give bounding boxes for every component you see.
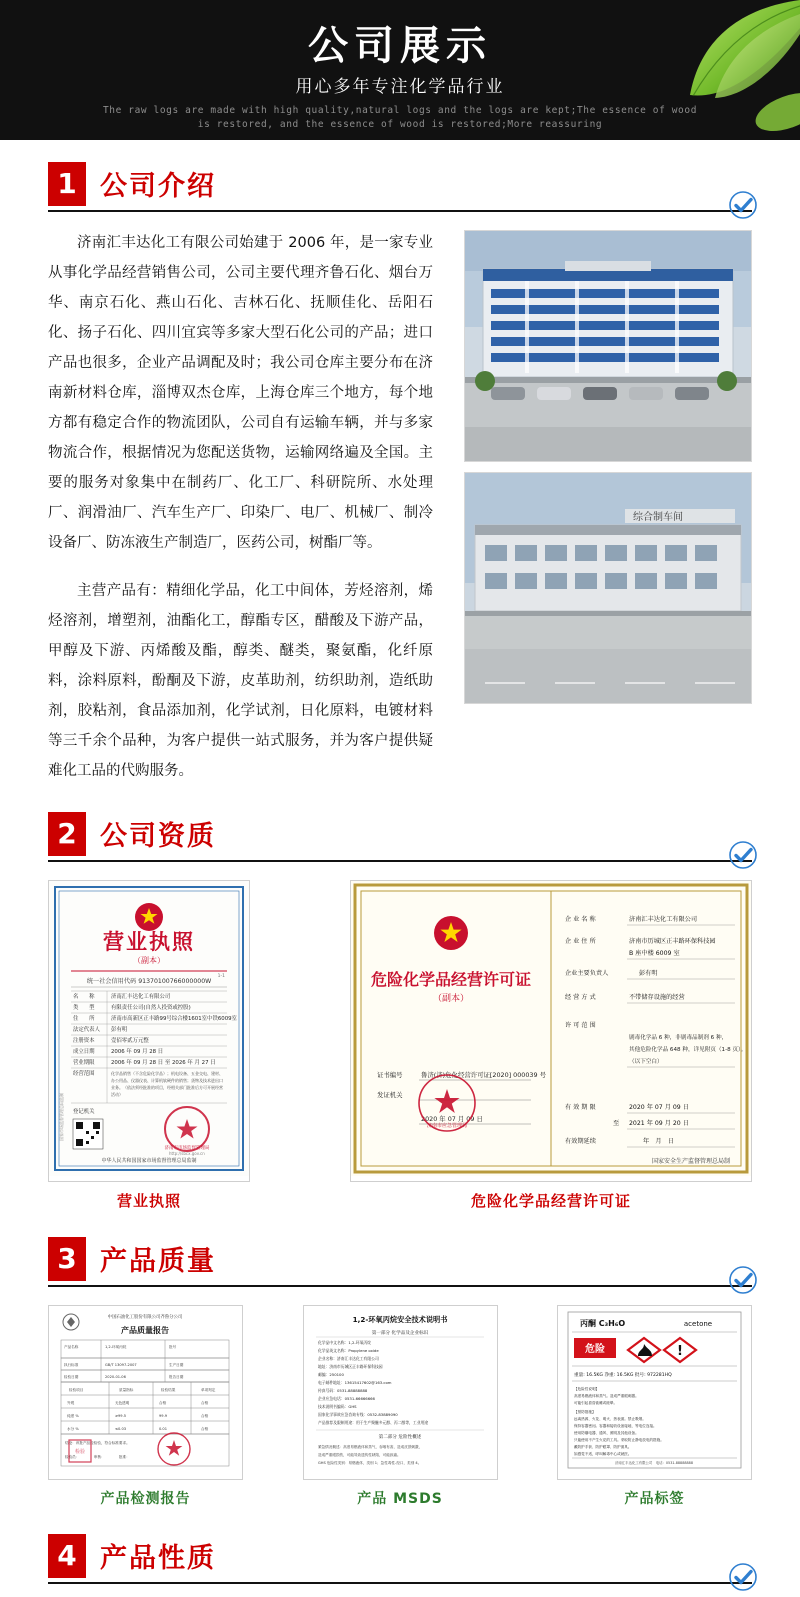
svg-text:acetone: acetone: [683, 1320, 713, 1328]
svg-text:注册资本: 注册资本: [73, 1038, 95, 1044]
svg-text:经营范围: 经营范围: [73, 1071, 95, 1077]
section-number-4: 4: [48, 1534, 86, 1578]
svg-text:国家化学事故应急咨询专线：0532-83889090: 国家化学事故应急咨询专线：0532-83889090: [317, 1412, 398, 1417]
test-report-caption: 产品检测报告: [100, 1491, 191, 1507]
certificates-row: [48, 880, 752, 1211]
svg-text:戴防护手套、防护眼罩、防护面具。: 戴防护手套、防护眼罩、防护面具。: [574, 1445, 632, 1449]
svg-text:B 座中楼 6009 室: B 座中楼 6009 室: [629, 950, 680, 957]
svg-text:化学品中文名称：1,2-环氧丙烷: 化学品中文名称：1,2-环氧丙烷: [317, 1340, 371, 1345]
svg-text:邮编：250100: 邮编：250100: [317, 1372, 344, 1377]
msds-block: [303, 1305, 498, 1508]
svg-text:壹佰零贰万元整: 壹佰零贰万元整: [111, 1038, 149, 1044]
svg-text:中华人民共和国国家市场监督管理总局监制: 中华人民共和国国家市场监督管理总局监制: [101, 1158, 197, 1164]
svg-text:（副本）: （副本）: [133, 956, 165, 965]
svg-text:年 月 日: 年 月 日: [643, 1138, 674, 1145]
check-mark-icon: [728, 1562, 758, 1592]
svg-text:证书编号: 证书编号: [377, 1071, 403, 1079]
svg-text:GB/T 13097-2007: GB/T 13097-2007: [105, 1363, 137, 1367]
introduction-paragraph-1: 济南汇丰达化工有限公司始建于 2006 年，是一家专业从事化学品经营销售公司，公司主要代理齐鲁石化、烟台万华、南京石化、燕山石化、吉林石化、抚顺佳化、岳阳石化、扬子石化、四川宜宾等多家大型石化公司的产品；进口产品也很多，企业产品调配及时；我公司仓库主要分布在济南新材料仓库，淄博双杰仓库，上海仓库三个地方，每个地方都有稳定合作的物流团队，公司自有运输车辆，并与多家物流合作，根据情况为您配送货物，运输网络遍及全国。主要的服务对象集中在制药厂、化工厂、科研院所、水处理厂、润滑油厂、汽车生产厂、印染厂、电厂、机械厂、制冷设备厂、防冻液生产制造厂，医药公司，树酯厂等。: [48, 235, 433, 551]
quality-documents-row: [48, 1305, 752, 1508]
svg-text:企业名称：济南汇丰达化工有限公司: 企业名称：济南汇丰达化工有限公司: [317, 1356, 379, 1361]
svg-text:济南汇丰达化工有限公司: 济南汇丰达化工有限公司: [111, 994, 171, 1000]
svg-text:地址：济南市历城区正丰路环保科技园: 地址：济南市历城区正丰路环保科技园: [317, 1364, 383, 1369]
business-license-image: [48, 880, 250, 1182]
svg-text:济南汇丰达化工有限公司 电话：0531-88888888: 济南汇丰达化工有限公司 电话：0531-88888888: [615, 1461, 693, 1465]
product-label-caption: 产品标签: [624, 1491, 685, 1507]
svg-text:济南市高新区正丰路99号综合楼1601室中铁6009室: 济南市高新区正丰路99号综合楼1601室中铁6009室: [111, 1016, 237, 1022]
svg-text:保持容器密闭。容器和接收设备接地、等电位连接。: 保持容器密闭。容器和接收设备接地、等电位连接。: [574, 1424, 657, 1428]
svg-text:第一部分 化学品及企业标识: 第一部分 化学品及企业标识: [371, 1331, 428, 1336]
svg-text:合格: 合格: [201, 1401, 209, 1405]
product-label-block: [557, 1305, 752, 1508]
section-divider-2: [48, 860, 752, 862]
svg-text:危险化学品经营许可证: 危险化学品经营许可证: [370, 970, 532, 989]
svg-text:【预防措施】: 【预防措施】: [574, 1410, 596, 1414]
svg-text:济南市应急管理局: 济南市应急管理局: [426, 1123, 468, 1129]
svg-text:国家市场监督管理总局监制: 国家市场监督管理总局监制: [59, 1093, 64, 1141]
svg-text:成立日期: 成立日期: [73, 1049, 95, 1055]
header-english-line-1: The raw logs are made with high quality,natural logs and the logs are kept;The essence of wood: [102, 105, 698, 116]
svg-text:彭有明: 彭有明: [111, 1027, 128, 1033]
svg-text:http://sbcx.gov.cn: http://sbcx.gov.cn: [169, 1151, 205, 1156]
svg-text:使用防爆电器、通风、照明及其他设备。: 使用防爆电器、通风、照明及其他设备。: [574, 1431, 639, 1435]
svg-text:登记机关: 登记机关: [73, 1109, 95, 1115]
svg-text:质量指标: 质量指标: [119, 1388, 134, 1392]
section-company-introduction: [0, 162, 800, 786]
svg-text:经 营 方 式: 经 营 方 式: [565, 994, 596, 1001]
svg-text:济南市市场监督管理局: 济南市市场监督管理局: [164, 1146, 210, 1151]
svg-text:彭有明: 彭有明: [639, 970, 658, 977]
svg-text:批号: 批号: [169, 1345, 177, 1349]
svg-text:不带储存设施的经营: 不带储存设施的经营: [629, 994, 685, 1001]
svg-text:鲁济(济)危化经营许可证[2020] 000039 号: 鲁济(济)危化经营许可证[2020] 000039 号: [421, 1071, 546, 1079]
svg-text:纯度 %: 纯度 %: [67, 1414, 79, 1418]
section-header-4: [48, 1534, 752, 1586]
section-header-2: [48, 812, 752, 864]
svg-text:2021 年 09 月 20 日: 2021 年 09 月 20 日: [629, 1120, 689, 1127]
svg-text:2006 年 09 月 28 日: 2006 年 09 月 28 日: [111, 1049, 164, 1055]
svg-text:如感觉不适，呼叫解毒中心或就医。: 如感觉不适，呼叫解毒中心或就医。: [574, 1452, 632, 1456]
svg-text:可能引起昏昏欲睡或眩晕。: 可能引起昏昏欲睡或眩晕。: [574, 1401, 618, 1405]
svg-text:2020 年 07 月 09 日: 2020 年 07 月 09 日: [421, 1115, 483, 1123]
svg-text:检验: 检验: [74, 1449, 86, 1455]
svg-text:执行标准: 执行标准: [64, 1363, 79, 1367]
svg-text:≥99.5: ≥99.5: [115, 1414, 127, 1418]
svg-text:（以下空白）: （以下空白）: [629, 1059, 663, 1065]
svg-text:企业应急电话：0531-66666666: 企业应急电话：0531-66666666: [317, 1396, 375, 1401]
svg-text:化学品英文名称：Propylene oxide: 化学品英文名称：Propylene oxide: [317, 1348, 379, 1353]
svg-text:单项判定: 单项判定: [201, 1388, 216, 1392]
hazchem-license-image: [350, 880, 752, 1182]
section-divider-3: [48, 1285, 752, 1287]
svg-text:中国石油化工股份有限公司齐鲁分公司: 中国石油化工股份有限公司齐鲁分公司: [107, 1315, 183, 1320]
svg-text:（副本）: （副本）: [432, 994, 470, 1004]
svg-text:有效期延续: 有效期延续: [565, 1138, 596, 1145]
svg-text:剧毒化学品 6 种，非剧毒品制剂 6 种，: 剧毒化学品 6 种，非剧毒品制剂 6 种，: [629, 1035, 728, 1041]
svg-text:结论：该批产品经检验，符合标准要求。: 结论：该批产品经检验，符合标准要求。: [65, 1441, 130, 1445]
svg-text:发证机关: 发证机关: [377, 1091, 403, 1099]
section-number-3: 3: [48, 1237, 86, 1281]
section-title-4: 产品性质: [100, 1543, 216, 1574]
section-product-properties: [0, 1534, 800, 1586]
svg-text:许 可 范 围: 许 可 范 围: [565, 1022, 596, 1029]
section-title-1: 公司介绍: [100, 171, 216, 202]
svg-text:产品推荐及限制用途：用于生产聚醚多元醇、丙二醇等，工业用途: 产品推荐及限制用途：用于生产聚醚多元醇、丙二醇等，工业用途: [317, 1420, 428, 1425]
svg-text:法定代表人: 法定代表人: [73, 1027, 100, 1033]
page-title: 公司展示: [308, 23, 492, 69]
svg-text:丙酮 C₃H₆O: 丙酮 C₃H₆O: [580, 1319, 626, 1328]
hazchem-license-caption: 危险化学品经营许可证: [470, 1192, 631, 1210]
workshop-building-photo: [464, 472, 752, 704]
svg-text:高度易燃液体和蒸气。造成严重眼刺激。: 高度易燃液体和蒸气。造成严重眼刺激。: [574, 1394, 639, 1398]
page-header: [0, 0, 800, 140]
svg-text:类 型: 类 型: [73, 1005, 95, 1011]
section-title-2: 公司资质: [100, 821, 216, 852]
office-building-photo: [464, 230, 752, 462]
page-subtitle: 用心多年专注化学品行业: [295, 77, 505, 97]
svg-text:!: !: [677, 1344, 683, 1359]
section-product-quality: [0, 1237, 800, 1508]
svg-text:企 业 名 称: 企 业 名 称: [565, 916, 596, 923]
introduction-photos: [464, 230, 752, 714]
svg-text:只能使用不产生火花的工具。采取防止静电放电的措施。: 只能使用不产生火花的工具。采取防止静电放电的措施。: [574, 1438, 664, 1442]
svg-text:统一社会信用代码 91370100766000000W: 统一社会信用代码 91370100766000000W: [86, 978, 212, 985]
introduction-paragraph-2: 主营产品有：精细化学品，化工中间体，芳烃溶剂，烯烃溶剂，增塑剂，油酯化工，醇酯专区，醋酸及下游产品，甲醇及下游、丙烯酸及酯，醇类、醚类，聚氨酯，化纤原料，涂料原料，酚酮及下游，皮革助剂，纺织助剂，造纸助剂，胶粘剂，食品添加剂，化学试剂，日化原料，电镀材料等三千余个品种，为客户提供一站式服务，并为客户提供疑难化工品的代购服务。: [48, 583, 433, 779]
svg-text:检验员： 审核： 批准：: 检验员： 审核： 批准：: [65, 1455, 130, 1459]
section-company-qualifications: [0, 812, 800, 1211]
svg-text:1-1: 1-1: [217, 974, 225, 979]
svg-text:合格: 合格: [159, 1401, 167, 1405]
test-report-image: [48, 1305, 243, 1480]
header-english-text: [0, 104, 800, 132]
svg-text:2020-01-06: 2020-01-06: [105, 1375, 126, 1379]
svg-text:名 称: 名 称: [73, 994, 95, 1000]
hazchem-license-block: [350, 880, 752, 1211]
svg-text:产品质量报告: 产品质量报告: [121, 1326, 169, 1335]
msds-caption: 产品 MSDS: [357, 1491, 443, 1507]
msds-image: [303, 1305, 498, 1480]
business-license-block: [48, 880, 250, 1211]
check-mark-icon: [728, 190, 758, 220]
svg-text:办公用品、仪器仪表、计算机软硬件的销售；货物及技术进出口: 办公用品、仪器仪表、计算机软硬件的销售；货物及技术进出口: [111, 1078, 223, 1083]
svg-text:1,2-环氧丙烷: 1,2-环氧丙烷: [105, 1345, 127, 1349]
svg-text:国家安全生产监督管理总局制: 国家安全生产监督管理总局制: [651, 1158, 731, 1165]
svg-text:≤0.03: ≤0.03: [115, 1427, 127, 1431]
section-number-1: 1: [48, 162, 86, 206]
svg-text:检验日期: 检验日期: [64, 1375, 79, 1379]
section-divider-4: [48, 1582, 752, 1584]
header-english-line-2: is restored, and the essence of wood is restored;More reassuring: [197, 119, 603, 130]
check-mark-icon: [728, 840, 758, 870]
svg-text:造成严重眼损伤，可能导致遗传性缺陷，可能致癌。: 造成严重眼损伤，可能导致遗传性缺陷，可能致癌。: [317, 1453, 401, 1457]
svg-text:合格: 合格: [201, 1414, 209, 1418]
svg-text:重量: 16.5KG 净重: 16.5KG 批号: 97: 重量: 16.5KG 净重: 16.5KG 批号: 972281HQ: [574, 1373, 672, 1378]
svg-text:紧急情况概述：高度易燃液体和蒸气，吞咽有害，造成皮肤刺激，: 紧急情况概述：高度易燃液体和蒸气，吞咽有害，造成皮肤刺激，: [317, 1445, 422, 1449]
business-license-caption: 营业执照: [116, 1192, 181, 1210]
svg-text:化学品销售（不含危险化学品）；机电设备、五金交电、建材、: 化学品销售（不含危险化学品）；机电设备、五金交电、建材、: [111, 1071, 223, 1076]
svg-text:水分 %: 水分 %: [67, 1427, 79, 1431]
svg-text:其他危险化学品 648 种，详见附页（1-8 页）。: 其他危险化学品 648 种，详见附页（1-8 页）。: [629, 1047, 747, 1053]
svg-text:0.01: 0.01: [159, 1427, 168, 1431]
test-report-block: [48, 1305, 243, 1508]
svg-text:产品名称: 产品名称: [64, 1345, 79, 1349]
svg-text:无色透明: 无色透明: [115, 1401, 130, 1405]
svg-text:业务。（依法须经批准的项目，经相关部门批准后方可开展经营: 业务。（依法须经批准的项目，经相关部门批准后方可开展经营: [111, 1085, 223, 1090]
product-label-image: [557, 1305, 752, 1480]
section-divider-1: [48, 210, 752, 212]
svg-text:2006 年 09 月 28 日 至 2026 年 月 27: 2006 年 09 月 28 日 至 2026 年 月 27 日: [111, 1060, 216, 1066]
section-title-3: 产品质量: [100, 1246, 216, 1277]
svg-text:外观: 外观: [67, 1401, 75, 1405]
svg-text:【危险性说明】: 【危险性说明】: [574, 1387, 600, 1391]
svg-text:企 业 住 所: 企 业 住 所: [565, 938, 596, 945]
svg-text:2020 年 07 月 09 日: 2020 年 07 月 09 日: [629, 1104, 689, 1111]
svg-text:住 所: 住 所: [73, 1016, 95, 1022]
svg-text:营业执照: 营业执照: [103, 930, 195, 954]
section-number-2: 2: [48, 812, 86, 856]
svg-text:技术说明书编码：GHS: 技术说明书编码：GHS: [317, 1404, 357, 1409]
svg-text:有限责任公司(自然人投资或控股): 有限责任公司(自然人投资或控股): [111, 1005, 191, 1011]
svg-text:第二部分 危险性概述: 第二部分 危险性概述: [378, 1435, 421, 1440]
svg-text:检验项目: 检验项目: [69, 1388, 84, 1392]
svg-text:电子邮件地址：13615417602@163.com: 电子邮件地址：13615417602@163.com: [317, 1380, 392, 1385]
svg-text:GHS 危险性类别：易燃液体，类别 1；急性毒性-经口，类别: GHS 危险性类别：易燃液体，类别 1；急性毒性-经口，类别 4。: [317, 1461, 421, 1465]
svg-text:至: 至: [613, 1120, 620, 1127]
check-mark-icon: [728, 1265, 758, 1295]
svg-text:济南汇丰达化工有限公司: 济南汇丰达化工有限公司: [629, 916, 698, 923]
svg-text:远离热源、火花、明火、热表面。禁止吸烟。: 远离热源、火花、明火、热表面。禁止吸烟。: [574, 1417, 646, 1421]
svg-text:1,2-环氧丙烷安全技术说明书: 1,2-环氧丙烷安全技术说明书: [352, 1315, 447, 1324]
svg-text:企业主要负责人: 企业主要负责人: [565, 970, 609, 977]
section-header-1: [48, 162, 752, 214]
svg-text:99.9: 99.9: [159, 1414, 168, 1418]
svg-text:报告日期: 报告日期: [169, 1375, 184, 1379]
svg-text:检验结果: 检验结果: [161, 1388, 176, 1392]
svg-text:营业期限: 营业期限: [73, 1060, 95, 1066]
introduction-text: [48, 228, 433, 786]
introduction-body: [48, 228, 752, 786]
svg-text:有 效 期 限: 有 效 期 限: [565, 1104, 596, 1111]
svg-text:危险: 危险: [585, 1344, 605, 1355]
svg-text:生产日期: 生产日期: [169, 1363, 184, 1367]
section-header-3: [48, 1237, 752, 1289]
svg-text:活动）: 活动）: [111, 1092, 123, 1097]
svg-text:济南市历城区正丰路环保科技园: 济南市历城区正丰路环保科技园: [629, 938, 716, 945]
svg-text:合格: 合格: [201, 1427, 209, 1431]
svg-text:综合制车间: 综合制车间: [633, 512, 683, 523]
svg-text:传真号码：0531-88888888: 传真号码：0531-88888888: [317, 1388, 367, 1393]
